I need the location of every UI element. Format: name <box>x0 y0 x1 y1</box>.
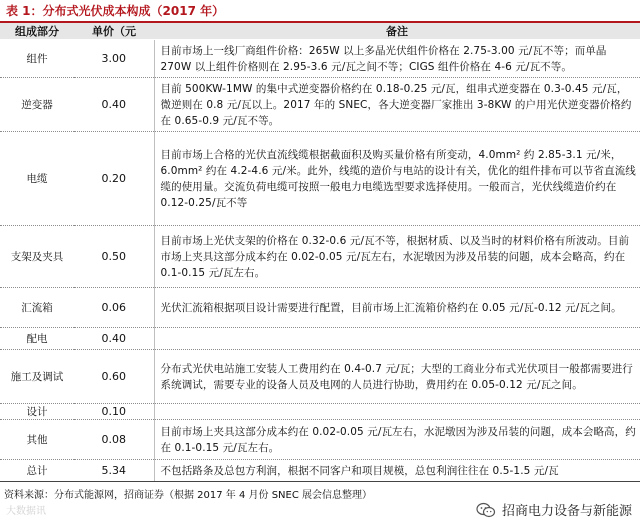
row-note: 光伏汇流箱根据项目设计需要进行配置，目前市场上汇流箱价格约在 0.05 元/瓦-0.12 元/瓦之间。 <box>154 288 640 328</box>
header-note: 备注 <box>154 23 640 40</box>
row-price: 0.40 <box>74 328 154 350</box>
table-row <box>0 328 640 350</box>
row-note <box>154 404 640 420</box>
row-note: 目前市场上一线厂商组件价格：265W 以上多晶光伏组件价格在 2.75-3.00 元/瓦不等；而单晶 270W 以上组件价格则在 2.95-3.6 元/瓦之间不等；CIGS 组件价格在 4-6 元/瓦不等。 <box>154 40 640 78</box>
source-note: 资料来源：分布式能源网，招商证券（根据 2017 年 4 月份 SNEC 展会信息整理） <box>4 490 373 501</box>
cost-table <box>0 23 640 482</box>
table-row <box>0 350 640 404</box>
row-price: 0.20 <box>74 132 154 226</box>
row-note <box>154 328 640 350</box>
table-row <box>0 78 640 132</box>
row-component: 设计 <box>0 404 74 420</box>
table-row <box>0 132 640 226</box>
watermark-right-text: 招商电力设备与新能源 <box>501 504 632 519</box>
table-title: 表 1：分布式光伏成本构成（2017 年） <box>6 4 225 18</box>
row-note: 不包括路条及总包方利润，根据不同客户和项目规模，总包利润往往在 0.5-1.5 元/瓦 <box>154 460 640 482</box>
table-row <box>0 288 640 328</box>
row-component: 电缆 <box>0 132 74 226</box>
row-component: 逆变器 <box>0 78 74 132</box>
header-component: 组成部分 <box>0 23 74 40</box>
row-price: 5.34 <box>74 460 154 482</box>
table-row <box>0 226 640 288</box>
row-note: 分布式光伏电站施工安装人工费用约在 0.4-0.7 元/瓦；大型的工商业分布式光伏项目一般都需要进行系统调试，需要专业的设备人员及电网的人员进行协助，费用约在 0.05-0.12 元/瓦之间。 <box>154 350 640 404</box>
wechat-icon <box>476 502 496 518</box>
watermark-left: 大数据讯 <box>6 506 46 517</box>
row-component: 汇流箱 <box>0 288 74 328</box>
table-row-total <box>0 460 640 482</box>
table-header-row <box>0 23 640 40</box>
table-row <box>0 404 640 420</box>
row-component: 组件 <box>0 40 74 78</box>
row-price: 0.06 <box>74 288 154 328</box>
table-row <box>0 420 640 460</box>
row-component: 总计 <box>0 460 74 482</box>
table-row <box>0 40 640 78</box>
row-component: 其他 <box>0 420 74 460</box>
row-note: 目前市场上夹具这部分成本约在 0.02-0.05 元/瓦左右，水泥墩因为涉及吊装的问题，成本会略高，约在 0.1-0.15 元/瓦左右。 <box>154 420 640 460</box>
header-price: 单价（元 <box>74 23 154 40</box>
row-note: 目前 500KW-1MW 的集中式逆变器价格约在 0.18-0.25 元/瓦，组串式逆变器在 0.3-0.45 元/瓦，微逆则在 0.8 元/瓦以上。2017 年的 SNEC，各大逆变器厂家推出 3-8KW 的户用光伏逆变器价格约在 0.65-0.9 元/瓦不等。 <box>154 78 640 132</box>
row-price: 0.50 <box>74 226 154 288</box>
row-price: 0.10 <box>74 404 154 420</box>
row-price: 0.40 <box>74 78 154 132</box>
row-note: 目前市场上光伏支架的价格在 0.32-0.6 元/瓦不等，根据材质、以及当时的材料价格有所波动。目前市场上夹具这部分成本约在 0.02-0.05 元/瓦左右，水泥墩因为涉及吊装的问题，成本会略高，约在 0.1-0.15 元/瓦左右。 <box>154 226 640 288</box>
row-component: 施工及调试 <box>0 350 74 404</box>
row-component: 配电 <box>0 328 74 350</box>
row-component: 支架及夹具 <box>0 226 74 288</box>
row-price: 0.08 <box>74 420 154 460</box>
row-price: 3.00 <box>74 40 154 78</box>
wechat-watermark <box>476 500 632 519</box>
row-note: 目前市场上合格的光伏直流线缆根据截面积及购买量价格有所变动，4.0mm² 约 2.85-3.1 元/米，6.0mm² 约在 4.2-4.6 元/米。此外，线缆的造价与电站的设计有关，优化的组件排布可以节省直流线缆的使用量。交流负荷电缆可按照一般电力电缆选型要求选择使用。一般而言，光伏线缆造价约在 0.12-0.25/瓦不等 <box>154 132 640 226</box>
row-price: 0.60 <box>74 350 154 404</box>
